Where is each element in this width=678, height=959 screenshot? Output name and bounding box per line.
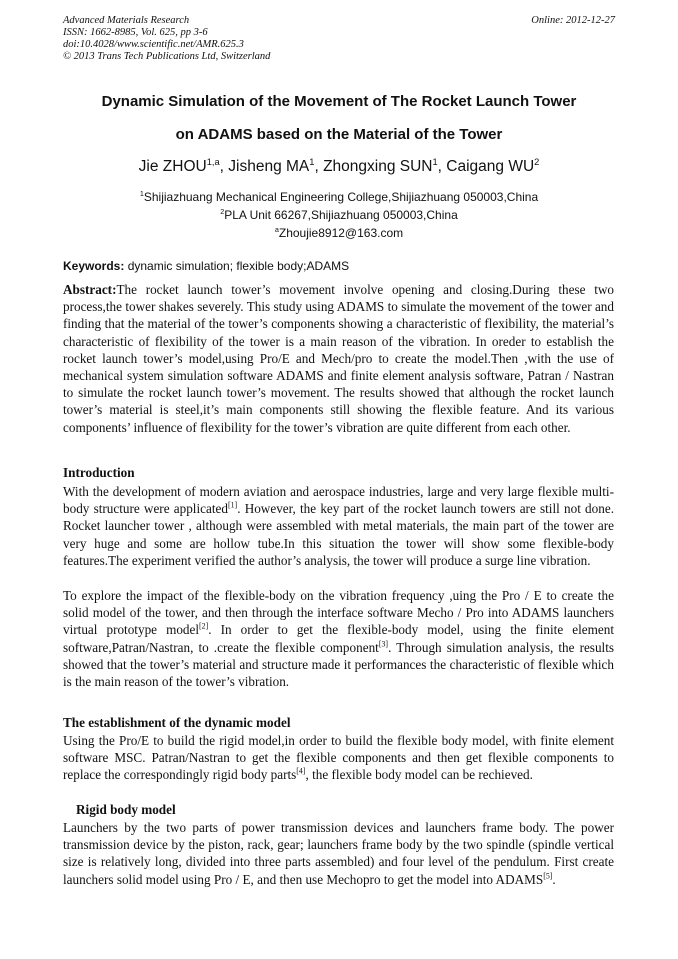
author-list <box>40 158 638 176</box>
author-sep: , <box>437 158 447 175</box>
paragraph-text: . <box>552 871 556 887</box>
affiliation-sup: 2 <box>220 207 225 216</box>
establishment-paragraph <box>63 732 614 784</box>
paragraph-text: . However, the key part of the rocket launch towers are still not done. Rocket launcher tower , although were assembled with metal materials, the main part of the tower are very huge and some are hollow tube.In this situation the tower will show some flexible-body features.The experiment verified the author’s analysis, the tower will produce a surge line vibration. <box>63 501 614 568</box>
keywords-label: Keywords: <box>63 259 125 273</box>
author-sep: , <box>219 158 229 175</box>
introduction-paragraph-2 <box>63 587 614 690</box>
keywords-text: dynamic simulation; flexible body;ADAMS <box>124 259 350 273</box>
paragraph-text: . Through simulation analysis, the results showed that the tower’s material and structure made it performances the characteristic of flexible which is the main reason of the tower’s vibration. <box>63 639 614 690</box>
paragraph-text: Using the Pro/E to build the rigid model,in order to build the flexible body model, with finite element software MSC. Patran/Nastran to get the flexible components and then get flexible components to replace the correspondingly rigid body parts <box>63 733 614 783</box>
author-sup: 1 <box>309 156 315 167</box>
citation: [1] <box>227 500 238 510</box>
affiliation-1 <box>40 190 638 204</box>
author-name: Jisheng MA <box>228 158 310 175</box>
paragraph-text: , the flexible body model can be rechieved. <box>305 767 533 783</box>
author-email <box>40 226 638 240</box>
rigid-body-paragraph <box>63 819 614 888</box>
paragraph-text: To explore the impact of the flexible-body on the vibration frequency ,uing the Pro / E to create the solid model of the tower, and then through the interface software Mecho / Pro into ADAMS launchers virtual prototype model <box>63 588 614 638</box>
paper-title-line-2: on ADAMS based on the Material of the Tower <box>175 126 503 143</box>
paragraph-text: Launchers by the two parts of power transmission devices and launchers frame body. The power transmission device by the piston, rack, gear; launchers frame body by the two spindle (spindle vertical size is relatively long, divided into three parts assembled) and four level of the pendulum. First create launchers solid model using Pro / E, and then use Mechopro to get the model into ADAMS <box>63 820 614 887</box>
abstract-label: Abstract: <box>63 282 117 297</box>
introduction-paragraph-1 <box>63 483 614 569</box>
affiliation-2 <box>40 208 638 222</box>
author-sup: 1 <box>432 156 438 167</box>
author-name: Jie ZHOU <box>138 158 207 175</box>
copyright: © 2013 Trans Tech Publications Ltd, Switzerland <box>63 51 271 62</box>
journal-name: Advanced Materials Research <box>63 15 190 26</box>
abstract <box>63 281 614 436</box>
citation: [5] <box>543 871 553 881</box>
abstract-text: The rocket launch tower’s movement involve opening and closing.During these two process,the tower shakes severely. This study using ADAMS to simulate the movement of the tower and finding that the material of the tower’s components showing a characteristic of flexibility, the material’s characteristic of flexibility of the tower is a main reason of the vibration. In oreder to establish the rocket launch tower’s model,using Pro/E and Mech/pro to create the model.Then ,with the use of mechanical system simulation software ADAMS and finite element analysis software, Patran / Nastran to simulate the rocket launch tower’s movement. The results showed that although the rocket launch tower’s material is steel,it’s main components still showing the flexible feature. And its various components’ influence of flexibility for the tower’s vibration are quite different from each other. <box>63 282 614 435</box>
citation: [4] <box>296 767 306 777</box>
author-sup: 2 <box>534 156 540 167</box>
author-sep: , <box>314 158 324 175</box>
affiliation-text: Zhoujie8912@163.com <box>278 226 404 240</box>
subsection-heading-rigid-body: Rigid body model <box>76 802 176 817</box>
author-name: Zhongxing SUN <box>323 158 433 175</box>
paragraph-text: With the development of modern aviation and aerospace industries, large and very large flexible multi-body structure were applicated <box>63 484 614 517</box>
affiliation-text: PLA Unit 66267,Shijiazhuang 050003,China <box>224 208 458 222</box>
citation: [2] <box>199 622 209 632</box>
issn: ISSN: 1662-8985, Vol. 625, pp 3-6 <box>63 27 208 38</box>
keywords <box>63 259 349 273</box>
paper-title-line-1: Dynamic Simulation of the Movement of The Rocket Launch Tower <box>101 93 577 110</box>
affiliation-text: Shijiazhuang Mechanical Engineering College,Shijiazhuang 050003,China <box>143 190 539 204</box>
doi: doi:10.4028/www.scientific.net/AMR.625.3 <box>63 39 244 50</box>
section-heading-establishment: The establishment of the dynamic model <box>63 715 291 730</box>
citation: [3] <box>378 639 389 649</box>
paragraph-text: . In order to get the flexible-body model, using the finite element software,Patran/Nastran, to .create the flexible component <box>63 622 614 655</box>
author-sup: 1,a <box>206 156 220 167</box>
author-name: Caigang WU <box>446 158 535 175</box>
affiliation-sup: a <box>274 225 279 234</box>
affiliation-sup: 1 <box>139 189 144 198</box>
online-date: Online: 2012-12-27 <box>531 15 615 26</box>
section-heading-introduction: Introduction <box>63 465 135 480</box>
journal-header <box>63 15 270 63</box>
